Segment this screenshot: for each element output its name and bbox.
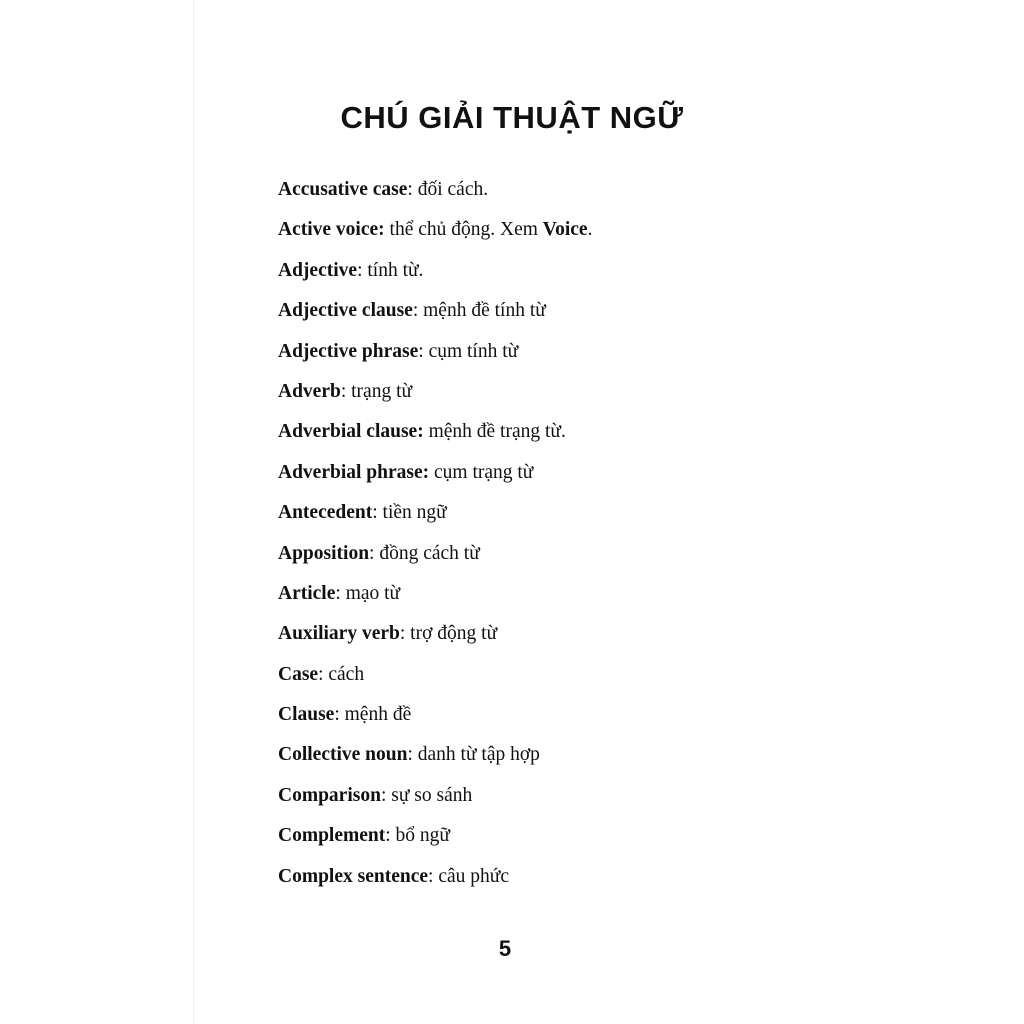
term-separator: : xyxy=(418,340,429,362)
glossary-entry xyxy=(278,821,838,861)
glossary-entry xyxy=(278,215,838,255)
glossary-term: Auxiliary verb xyxy=(278,623,400,645)
glossary-entry xyxy=(278,296,838,336)
term-separator: : xyxy=(380,784,392,806)
term-separator: : xyxy=(372,502,383,524)
glossary-entry xyxy=(278,498,838,538)
glossary-definition: danh từ tập hợp xyxy=(417,744,540,766)
page-edge-shadow xyxy=(193,0,194,1024)
term-separator: : xyxy=(340,380,352,402)
term-separator: : xyxy=(412,300,424,322)
glossary-entry xyxy=(278,175,838,215)
glossary-term: Collective noun xyxy=(278,744,408,766)
glossary-definition: trạng từ xyxy=(351,380,413,402)
glossary-definition: mệnh đề tính từ xyxy=(423,300,546,322)
glossary-definition: tính từ. xyxy=(367,259,424,281)
glossary-term: Adjective xyxy=(278,259,358,281)
glossary-definition: mạo từ xyxy=(345,582,401,604)
glossary-term: Adverbial clause: xyxy=(278,421,424,443)
glossary-entry xyxy=(278,579,838,619)
glossary-term: Active voice: xyxy=(278,219,385,241)
glossary-entry xyxy=(278,619,838,659)
glossary-term: Case xyxy=(278,663,319,685)
glossary-definition: trợ động từ xyxy=(410,623,498,645)
glossary-term: Complement xyxy=(278,825,386,847)
term-separator: : xyxy=(334,704,345,726)
page-number: 5 xyxy=(498,936,512,961)
definition-tail: . xyxy=(587,219,593,241)
glossary-entry xyxy=(278,781,838,821)
glossary-definition: mệnh đề xyxy=(344,704,412,726)
glossary-entry xyxy=(278,256,838,296)
term-separator: : xyxy=(428,865,439,887)
glossary-term: Complex sentence xyxy=(278,865,429,887)
term-separator: : xyxy=(335,582,346,604)
glossary-term: Article xyxy=(278,582,336,604)
term-separator: : xyxy=(407,744,418,766)
glossary-definition: mệnh đề trạng từ. xyxy=(428,421,566,443)
term-separator: : xyxy=(385,825,396,847)
glossary-term: Clause xyxy=(278,704,335,726)
term-separator: : xyxy=(399,623,411,645)
glossary-term: Adverbial phrase: xyxy=(278,461,430,483)
glossary-definition: bổ ngữ xyxy=(395,825,450,847)
term-separator: : xyxy=(357,259,368,281)
page-title: CHÚ GIẢI THUẬT NGỮ xyxy=(340,100,684,135)
glossary-definition: sự so sánh xyxy=(391,784,473,806)
glossary-entry xyxy=(278,539,838,579)
glossary-entry xyxy=(278,458,838,498)
glossary-entry xyxy=(278,417,838,457)
glossary-term: Adjective phrase xyxy=(278,340,419,362)
glossary-entry xyxy=(278,740,838,780)
glossary-definition: cách xyxy=(328,663,365,685)
glossary-definition: đối cách. xyxy=(417,179,489,200)
term-separator: : xyxy=(318,663,329,685)
glossary-term: Accusative case xyxy=(278,179,408,200)
glossary-definition: câu phức xyxy=(438,865,509,887)
term-separator: : xyxy=(407,179,418,200)
term-separator: : xyxy=(369,542,380,564)
glossary-entry xyxy=(278,660,838,700)
glossary-entry xyxy=(278,700,838,740)
glossary-definition: đồng cách từ xyxy=(379,542,480,564)
glossary-definition: tiền ngữ xyxy=(382,502,447,524)
glossary-definition: cụm tính từ xyxy=(428,340,519,362)
cross-reference: Voice xyxy=(542,219,588,241)
glossary-term: Adjective clause xyxy=(278,300,413,322)
glossary-term: Apposition xyxy=(278,542,370,564)
glossary-term: Antecedent xyxy=(278,502,373,524)
glossary-list xyxy=(278,175,838,902)
glossary-entry xyxy=(278,337,838,377)
glossary-entry xyxy=(278,862,838,902)
glossary-entry xyxy=(278,377,838,417)
glossary-definition: thể chủ động. Xem xyxy=(389,219,543,241)
glossary-definition: cụm trạng từ xyxy=(434,461,534,483)
glossary-term: Adverb xyxy=(278,380,341,402)
glossary-term: Comparison xyxy=(278,784,381,806)
